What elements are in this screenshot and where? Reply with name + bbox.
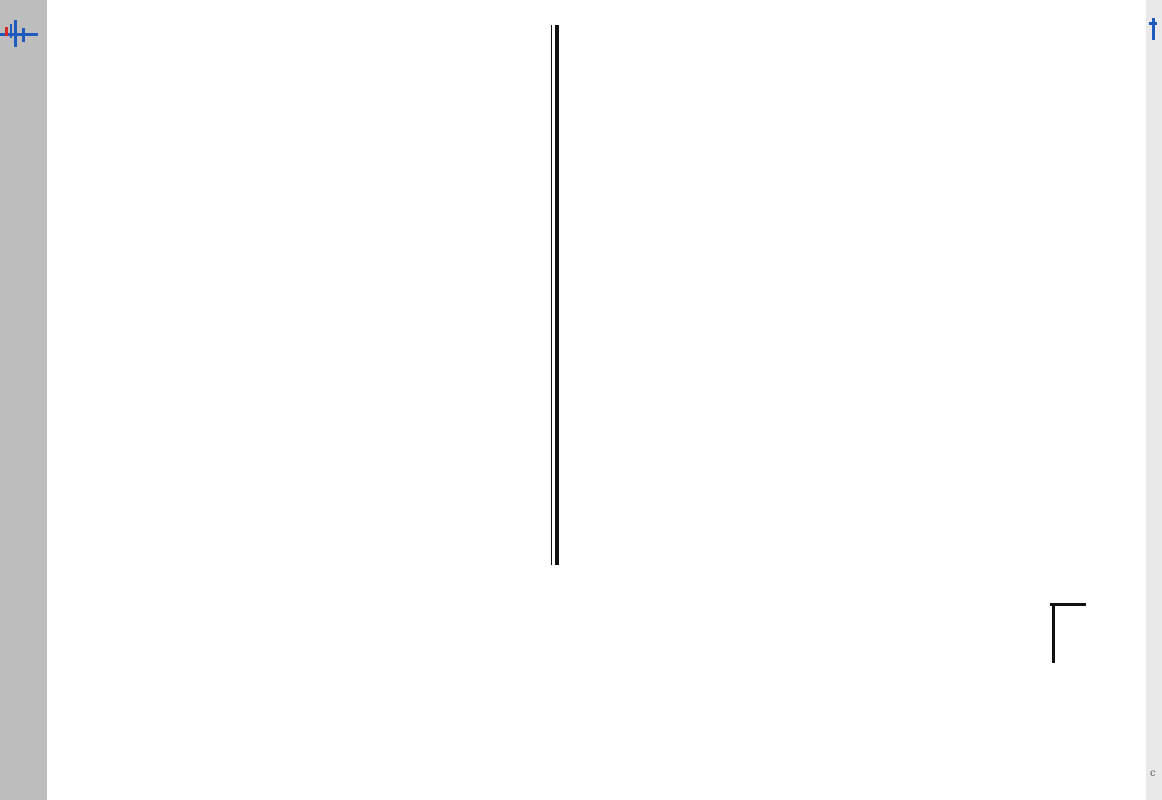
right-edge-logo-icon	[1149, 18, 1159, 40]
scanned-page	[47, 0, 1146, 800]
page-edge-mark: c	[1150, 768, 1156, 779]
section-rule-thick	[555, 25, 559, 565]
margin-rule	[1050, 603, 1086, 606]
sidebar-labels	[0, 0, 47, 800]
margin-rule-horizontal	[1052, 603, 1055, 663]
letter-body	[67, 25, 467, 645]
viewer-right-edge	[1146, 0, 1162, 800]
section-rule-thin	[551, 25, 552, 565]
rotated-page-content	[407, 25, 1107, 585]
